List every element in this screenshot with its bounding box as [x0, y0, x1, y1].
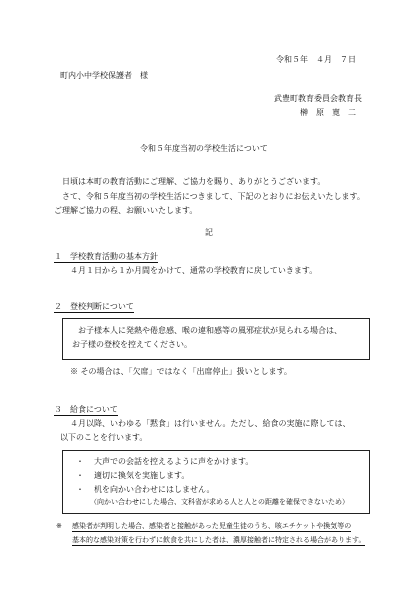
intro-line-2: さて、令和５年度当初の学校生活につきまして、下記のとおりにお伝えいたします。 [62, 192, 365, 201]
bullet-text: 適切に換気を実施します。 [94, 471, 190, 480]
measures-note: （向かい合わせにした場合、文科省が求める人と人との距離を確保できないため） [90, 498, 349, 506]
section-1-heading: １ 学校教育活動の基本方針 [54, 252, 158, 261]
intro-line-1: 日頃は本町の教育活動にご理解、ご協力を賜り、ありがとうございます。 [62, 177, 326, 186]
footnote-line-1: 感染者が判明した場合、感染者と接触があった児童生徒のうち、咳エチケットや換気等の [72, 522, 352, 530]
notice-box [62, 318, 370, 360]
section-3-heading: ３ 給食について [54, 405, 118, 414]
section-1-body: ４月１日から１か月間をかけて、通常の学校教育に戻していきます。 [70, 266, 318, 275]
recipient: 町内小中学校保護者 様 [60, 71, 148, 80]
bullet-text: 大声での会話を控えるように声をかけます。 [94, 457, 254, 466]
page-title: 令和５年度当初の学校生活について [140, 144, 268, 153]
section-3-body-line-2: 以下のことを行います。 [60, 433, 148, 442]
ki-mark: 記 [205, 228, 213, 237]
bullet-text: 机を向かい合わせにはしません。 [94, 485, 215, 494]
sender-org: 武豊町教育委員会教育長 [274, 94, 362, 103]
bullet-mark: ・ [76, 485, 84, 494]
list-item [76, 458, 253, 466]
notice-line-2: お子様の登校を控えてください。 [72, 340, 192, 349]
notice-line-1: お子様本人に発熱や倦怠感、喉の違和感等の風邪症状が見られる場合は、 [78, 326, 342, 335]
date: 令和５年 ４月 ７日 [276, 55, 356, 64]
section-2-heading: ２ 登校判断について [54, 302, 134, 311]
list-item [76, 486, 214, 494]
footnote-line-2: 基本的な感染対策を行わずに飲食を共にした者は、濃厚接触者に特定される場合があります。 [72, 536, 366, 544]
section-3-body-line-1: ４月以降、いわゆる「黙食」は行いません。ただし、給食の実施に際しては、 [70, 419, 351, 428]
bullet-mark: ・ [76, 471, 84, 480]
footnote-mark: ※ [56, 522, 62, 530]
list-item [76, 472, 189, 480]
intro-line-3: ご理解ご協力の程、お願いいたします。 [54, 206, 198, 215]
bullet-mark: ・ [76, 457, 84, 466]
sender-name: 榊 原 寛 二 [300, 108, 356, 117]
section-2-note: ※ その場合は、「欠席」ではなく「出席停止」扱いとします。 [70, 367, 292, 376]
